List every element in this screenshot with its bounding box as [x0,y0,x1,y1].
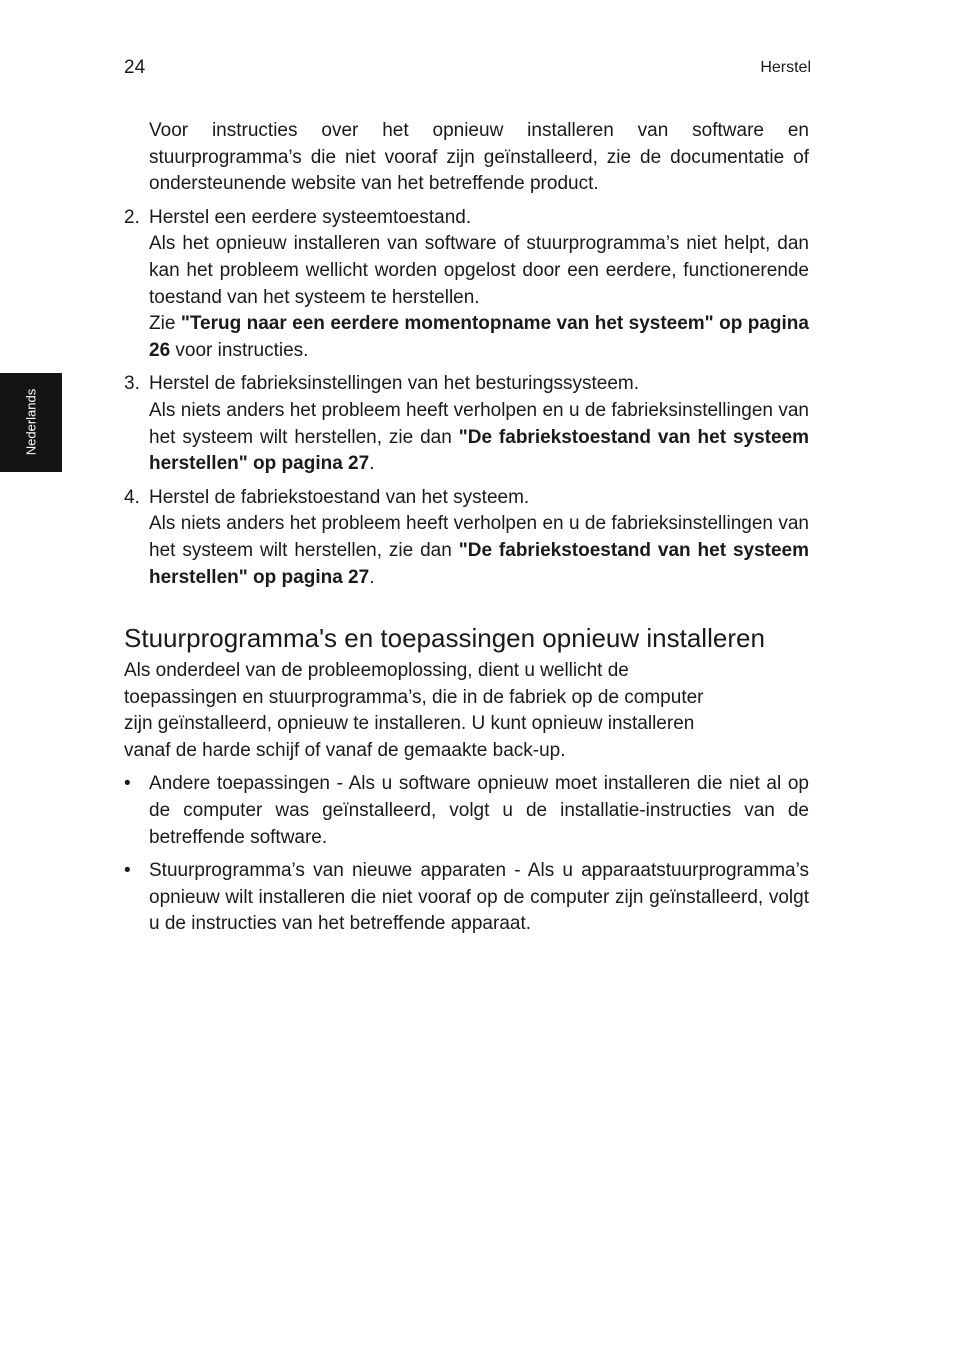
step-title: Herstel de fabriekstoestand van het systeem. [149,486,530,508]
step-number: 3. [124,373,140,395]
bullet-text: Stuurprogramma’s van nieuwe apparaten - Als u apparaatstuurprogramma’s opnieuw wilt installeren die niet vooraf op de computer zijn geïnstalleerd, volgt u de instructies van het betreffende apparaat. [149,860,809,935]
step-3 [124,371,809,477]
bullet-item [124,858,809,938]
step-2 [124,205,809,365]
intro-continuation: Voor instructies over het opnieuw installeren van software en stuurprogramma’s die niet vooraf zijn geïnstalleerd, zie de documentatie of ondersteunende website van het betreffende product. [149,120,809,195]
intro-line: toepassingen en stuurprogramma’s, die in de fabriek op de computer [124,686,704,708]
step-body [149,511,809,591]
page-number: 24 [124,57,146,78]
bullet-marker: • [124,860,131,882]
section-heading: Stuurprogramma's en toepassingen opnieuw installeren [124,623,765,654]
intro-line: Als onderdeel van de probleemoplossing, dient u wellicht de [124,660,629,682]
bullet-text: Andere toepassingen - Als u software opnieuw moet installeren die niet al op de computer was geïnstalleerd, volgt u de installatie-instructies van de betreffende software. [149,773,809,848]
intro-line: zijn geïnstalleerd, opnieuw te installeren. U kunt opnieuw installeren [124,713,695,735]
step-reference [149,311,809,364]
step-number: 2. [124,206,140,228]
bullet-marker: • [124,773,131,795]
running-head: Herstel [760,59,811,76]
body-text: Als niets anders het probleem heeft verholpen en u de fabrieksinstellingen van het systeem wilt herstellen, zie dan [149,399,809,448]
intro-line: vanaf de harde schijf of vanaf de gemaakte back-up. [124,739,566,761]
ref-suffix: voor instructies. [170,339,309,361]
bullet-item [124,771,809,851]
body-suffix: . [369,453,375,475]
step-title: Herstel een eerdere systeemtoestand. [149,206,472,228]
step-body: Als het opnieuw installeren van software of stuurprogramma’s niet helpt, dan kan het probleem wellicht worden opgelost door een eerdere, functionerende toestand van het systeem te herstellen. [149,233,809,308]
page-content [124,118,809,938]
step-4 [124,485,809,591]
language-side-tab [0,373,62,472]
body-suffix: . [369,566,375,588]
cross-reference: "Terug naar een eerdere momentopname van het systeem" op pagina 26 [149,313,809,361]
language-side-tab-label: Nederlands [23,388,39,456]
ref-prefix: Zie [149,313,181,335]
step-number: 4. [124,486,140,508]
cross-reference: "De fabriekstoestand van het systeem herstellen" op pagina 27 [149,426,809,475]
cross-reference: "De fabriekstoestand van het systeem herstellen" op pagina 27 [149,539,809,588]
step-title: Herstel de fabrieksinstellingen van het besturingssysteem. [149,373,640,395]
step-body [149,398,809,478]
body-text: Als niets anders het probleem heeft verholpen en u de fabrieksinstellingen van het systeem wilt herstellen, zie dan [149,513,809,561]
section-intro [124,658,809,764]
